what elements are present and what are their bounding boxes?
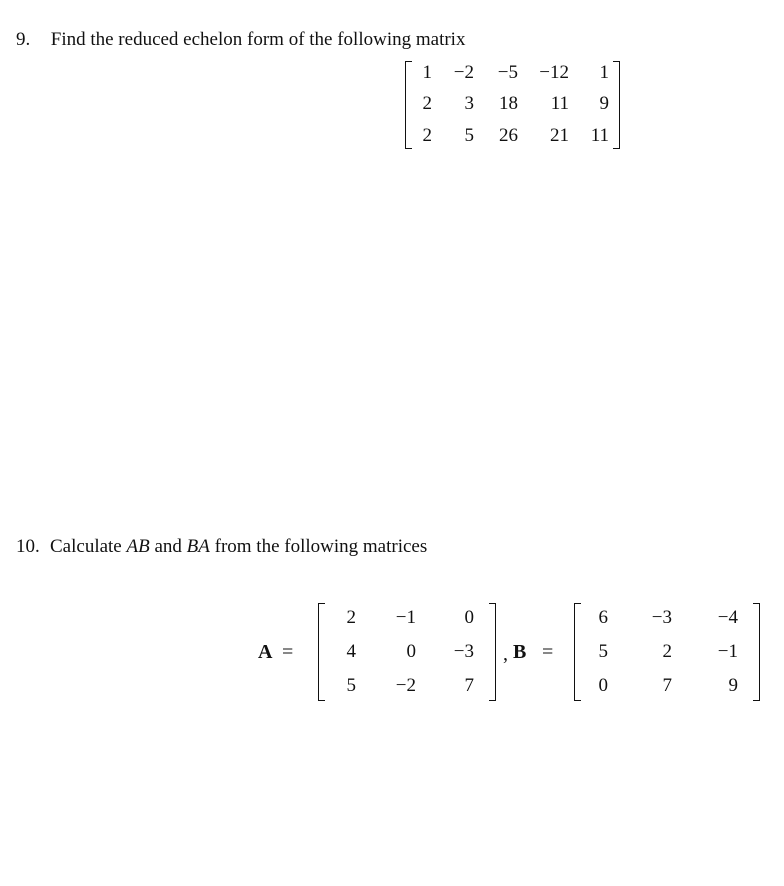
matrix-cell: −3 (651, 607, 672, 628)
matrix-cell: 21 (550, 125, 569, 146)
matrix-cell: −2 (453, 62, 474, 83)
matrix-q9 (405, 61, 620, 149)
product-ba: BA (186, 536, 210, 557)
matrix-cell: 7 (662, 675, 672, 696)
product-ab: AB (126, 536, 150, 557)
matrix-b (574, 603, 760, 701)
matrix-cell: 1 (422, 62, 432, 83)
matrix-cell: 2 (422, 125, 432, 146)
question-number: 9. (16, 29, 31, 50)
matrix-cell: 5 (464, 125, 474, 146)
matrix-cell: 2 (422, 93, 432, 114)
matrix-cell: 26 (499, 125, 518, 146)
matrix-cell: 0 (464, 607, 474, 628)
matrix-a-label: A (258, 641, 273, 663)
matrix-cell: −2 (395, 675, 416, 696)
question-text-part: from the following matrices (209, 536, 428, 557)
matrix-cell: 5 (346, 675, 356, 696)
matrix-cell: 5 (598, 641, 608, 662)
matrix-cell: 11 (550, 93, 569, 114)
matrix-cell: 18 (499, 93, 518, 114)
matrix-row (405, 61, 620, 85)
comma-separator: , (503, 643, 508, 665)
matrix-cell: 9 (599, 93, 609, 114)
matrix-row (574, 606, 760, 630)
matrix-cell: −12 (539, 62, 569, 83)
matrix-a (318, 603, 496, 701)
matrix-cell: 7 (464, 675, 474, 696)
matrix-cell: −3 (453, 641, 474, 662)
question-text-part: and (149, 536, 187, 557)
matrix-b-label: B (513, 641, 527, 663)
matrix-row (318, 606, 496, 630)
matrix-row (405, 124, 620, 148)
matrix-cell: 9 (728, 675, 738, 696)
matrix-cell: 0 (598, 675, 608, 696)
matrix-cell: 2 (346, 607, 356, 628)
matrix-cell: −4 (717, 607, 738, 628)
matrix-cell: −1 (395, 607, 416, 628)
question-text: Find the reduced echelon form of the following matrix (50, 29, 466, 50)
matrix-cell: −1 (717, 641, 738, 662)
matrix-row (318, 674, 496, 698)
question-9 (16, 29, 465, 51)
matrix-cell: 2 (662, 641, 672, 662)
matrix-cell: 4 (346, 641, 356, 662)
matrix-row (405, 92, 620, 116)
matrix-row (574, 640, 760, 664)
question-number: 10. (16, 536, 40, 557)
equals-sign: = (542, 641, 554, 663)
matrix-cell: 0 (406, 641, 416, 662)
question-10 (16, 536, 427, 558)
matrix-row (318, 640, 496, 664)
matrix-cell: 11 (590, 125, 609, 146)
equals-sign: = (282, 641, 294, 663)
matrix-cell: 6 (598, 607, 608, 628)
question-text-part: Calculate (50, 536, 127, 557)
matrix-cell: 3 (464, 93, 474, 114)
matrix-row (574, 674, 760, 698)
matrix-cell: 1 (599, 62, 609, 83)
matrix-cell: −5 (497, 62, 518, 83)
